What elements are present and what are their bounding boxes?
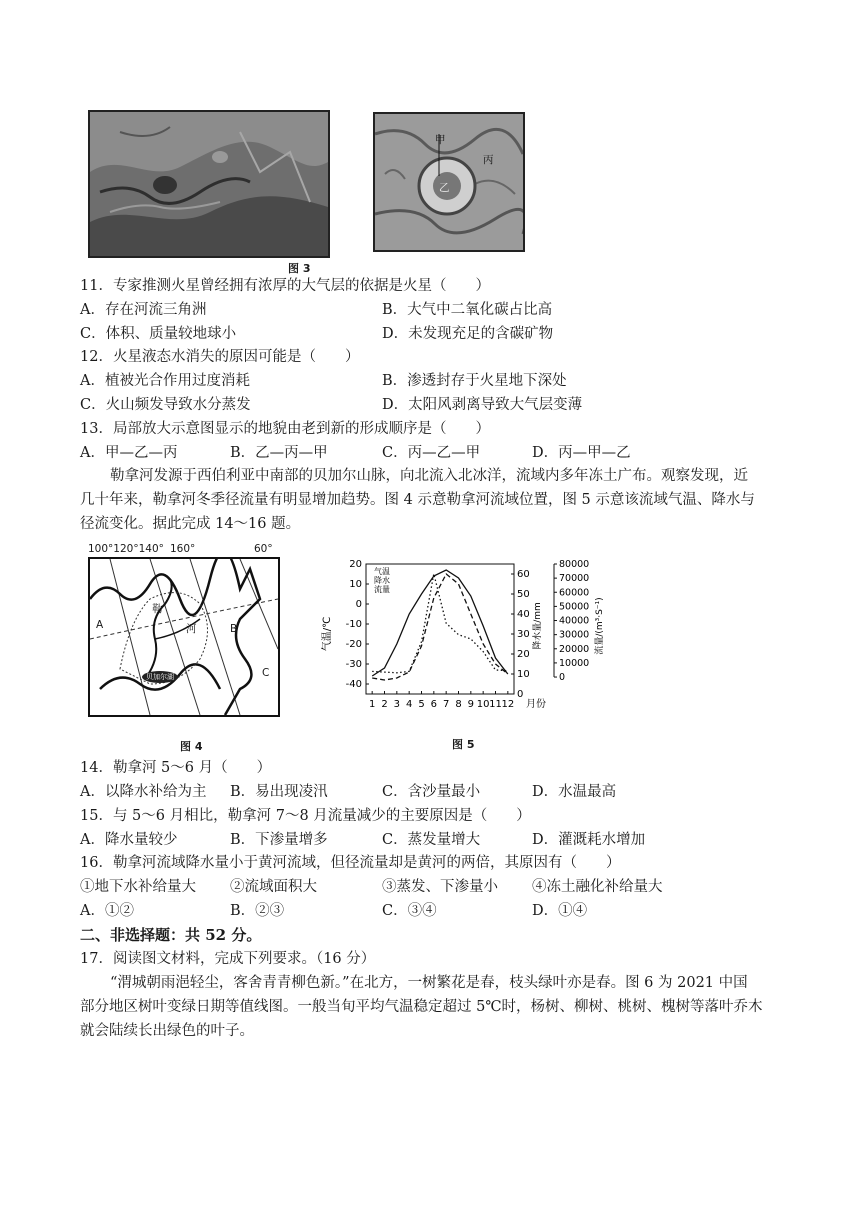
q11-option-c: C．体积、质量较地球小: [80, 326, 237, 342]
label-jia: 甲: [435, 134, 446, 146]
river-label-he: 河: [186, 623, 197, 635]
q15-option-c: C．蒸发量增大: [382, 832, 481, 848]
lena-basin-map-drawing: [90, 559, 278, 715]
discharge-tick-label: 20000: [559, 643, 590, 655]
temp-tick-label: 10: [349, 579, 362, 590]
q16-statement-1: ①地下水补给量大: [80, 879, 196, 895]
precip-tick-label: 60: [517, 569, 530, 580]
climate-chart-svg: [318, 556, 608, 726]
legend-label-3: 流量: [374, 585, 390, 594]
q16-statement-4: ④冻土融化补给量大: [532, 879, 663, 895]
lena-intro-line-1: 勒拿河发源于西伯利亚中南部的贝加尔山脉，向北流入北冰洋，流域内多年冻土广布。观察发现，近: [110, 468, 748, 484]
point-b-label: B: [230, 623, 238, 635]
month-tick-label: 9: [467, 699, 475, 710]
mars-delta-photo-texture: [90, 112, 328, 256]
fig4-lon-labels-left: 100°120°140°: [88, 543, 164, 555]
discharge-tick-label: 30000: [559, 629, 590, 641]
q16-option-a: A．①②: [80, 903, 134, 919]
point-c-label: C: [262, 667, 270, 679]
q12-stem: 12．火星液态水消失的原因可能是（ ）: [80, 349, 360, 365]
precip-tick-label: 0: [517, 689, 524, 700]
temp-tick-label: -20: [345, 639, 362, 650]
precip-tick-label: 40: [517, 609, 530, 620]
q14-option-b: B．易出现凌汛: [230, 784, 328, 800]
q11-stem: 11．专家推测火星曾经拥有浓厚的大气层的依据是火星（ ）: [80, 278, 490, 294]
temp-axis-label: 气温/℃: [322, 616, 333, 652]
month-tick-label: 3: [393, 699, 401, 710]
month-unit-label: 月份: [526, 699, 546, 710]
temp-tick-label: 20: [349, 559, 362, 570]
q16-statement-2: ②流域面积大: [230, 879, 317, 895]
month-tick-label: 1: [368, 699, 376, 710]
q15-stem: 15．与 5～6 月相比，勒拿河 7～8 月流量减少的主要原因是（ ）: [80, 808, 531, 824]
q15-option-d: D．灌溉耗水增加: [532, 832, 646, 848]
q14-option-a: A．以降水补给为主: [80, 784, 207, 800]
lake-baikal-label: 贝加尔湖: [146, 673, 174, 681]
legend-label-2: 降水: [374, 576, 390, 585]
q17-stem: 17．阅读图文材料，完成下列要求。（16 分）: [80, 951, 376, 967]
discharge-tick-label: 60000: [559, 587, 590, 599]
month-tick-label: 2: [381, 699, 388, 710]
q13-option-c: C．丙—乙—甲: [382, 445, 481, 461]
temp-tick-label: -30: [345, 659, 362, 670]
q13-option-d: D．丙—甲—乙: [532, 445, 631, 461]
lena-intro-line-2: 几十年来，勒拿河冬季径流量有明显增加趋势。图 4 示意勒拿河流域位置，图 5 示意该流域气温、降水与: [80, 492, 755, 508]
q15-option-a: A．降水量较少: [80, 832, 178, 848]
month-tick-label: 11: [489, 699, 502, 710]
point-a-label: A: [96, 619, 104, 631]
precip-tick-label: 20: [517, 649, 530, 660]
month-tick-label: 10: [476, 699, 490, 710]
month-tick-label: 4: [405, 699, 413, 710]
temp-tick-label: 0: [355, 599, 362, 610]
q11-option-b: B．大气中二氧化碳占比高: [382, 302, 553, 318]
fig3-caption: 图 3: [288, 262, 311, 275]
discharge-tick-label: 40000: [559, 615, 590, 627]
q11-option-a: A．存在河流三角洲: [80, 302, 207, 318]
fig4-lon-label-60: 60°: [254, 543, 273, 555]
q13-option-b: B．乙—丙—甲: [230, 445, 328, 461]
lena-intro-line-3: 径流变化。据此完成 14～16 题。: [80, 516, 301, 532]
fig4-lon-label-160: 160°: [170, 543, 196, 555]
q12-option-d: D．太阳风剥离导致大气层变薄: [382, 397, 583, 413]
q15-option-b: B．下渗量增多: [230, 832, 328, 848]
q13-option-a: A．甲—乙—丙: [80, 445, 178, 461]
label-bing: 丙: [483, 154, 494, 166]
q16-statement-3: ③蒸发、下渗量小: [382, 879, 498, 895]
month-tick-label: 6: [430, 699, 438, 710]
fig5-caption: 图 5: [452, 738, 475, 751]
month-tick-label: 8: [455, 699, 462, 710]
discharge-tick-label: 80000: [559, 559, 590, 570]
q16-option-b: B．②③: [230, 903, 285, 919]
discharge-tick-label: 0: [559, 672, 566, 684]
discharge-tick-label: 50000: [559, 601, 590, 613]
mars-delta-photo: [88, 110, 330, 258]
q14-option-d: D．水温最高: [532, 784, 617, 800]
q16-option-c: C．③④: [382, 903, 437, 919]
temp-tick-label: -10: [345, 619, 362, 630]
q16-option-d: D．①④: [532, 903, 588, 919]
q16-stem: 16．勒拿河流域降水量小于黄河流域，但径流量却是黄河的两倍，其原因有（ ）: [80, 855, 621, 871]
q17-material-line-1: “渭城朝雨浥轻尘，客舍青青柳色新。”在北方，一树繁花是春，枝头绿叶亦是春。图 6 为 2021 中国: [110, 975, 748, 991]
month-tick-label: 12: [501, 699, 515, 710]
label-yi: 乙: [439, 182, 450, 194]
precip-axis-label: 降水量/mm: [533, 602, 543, 650]
river-label-le: 勒: [152, 603, 163, 615]
q11-option-d: D．未发现充足的含碳矿物: [382, 326, 554, 342]
temp-tick-label: -40: [345, 679, 362, 690]
mars-crater-photo: [373, 112, 525, 252]
series-line-2: [372, 574, 508, 680]
climate-chart: [318, 556, 608, 726]
q12-option-a: A．植被光合作用过度消耗: [80, 373, 250, 389]
precip-tick-label: 30: [517, 629, 530, 640]
series-line-3: [372, 574, 508, 673]
lena-basin-map: [88, 557, 280, 717]
legend-label-1: 气温: [374, 567, 390, 576]
month-tick-label: 5: [418, 699, 425, 710]
fig4-caption: 图 4: [180, 740, 203, 753]
q17-material-line-3: 就会陆续长出绿色的叶子。: [80, 1023, 254, 1039]
precip-tick-label: 50: [517, 589, 530, 600]
q14-stem: 14．勒拿河 5～6 月（ ）: [80, 760, 272, 776]
discharge-axis-label: 流量/(m³·S⁻¹): [595, 597, 605, 655]
q13-stem: 13．局部放大示意图显示的地貌由老到新的形成顺序是（ ）: [80, 421, 490, 437]
discharge-tick-label: 70000: [559, 573, 590, 585]
section2-title: 二、非选择题：共 52 分。: [80, 926, 262, 944]
discharge-tick-label: 10000: [559, 657, 590, 669]
month-tick-label: 7: [442, 699, 450, 710]
q12-option-c: C．火山频发导致水分蒸发: [80, 397, 251, 413]
q17-material-line-2: 部分地区树叶变绿日期等值线图。一般当旬平均气温稳定超过 5℃时，杨树、柳树、桃树、槐树等落叶乔木: [80, 999, 763, 1015]
q12-option-b: B．渗透封存于火星地下深处: [382, 373, 567, 389]
precip-tick-label: 10: [517, 669, 530, 680]
q14-option-c: C．含沙量最小: [382, 784, 481, 800]
